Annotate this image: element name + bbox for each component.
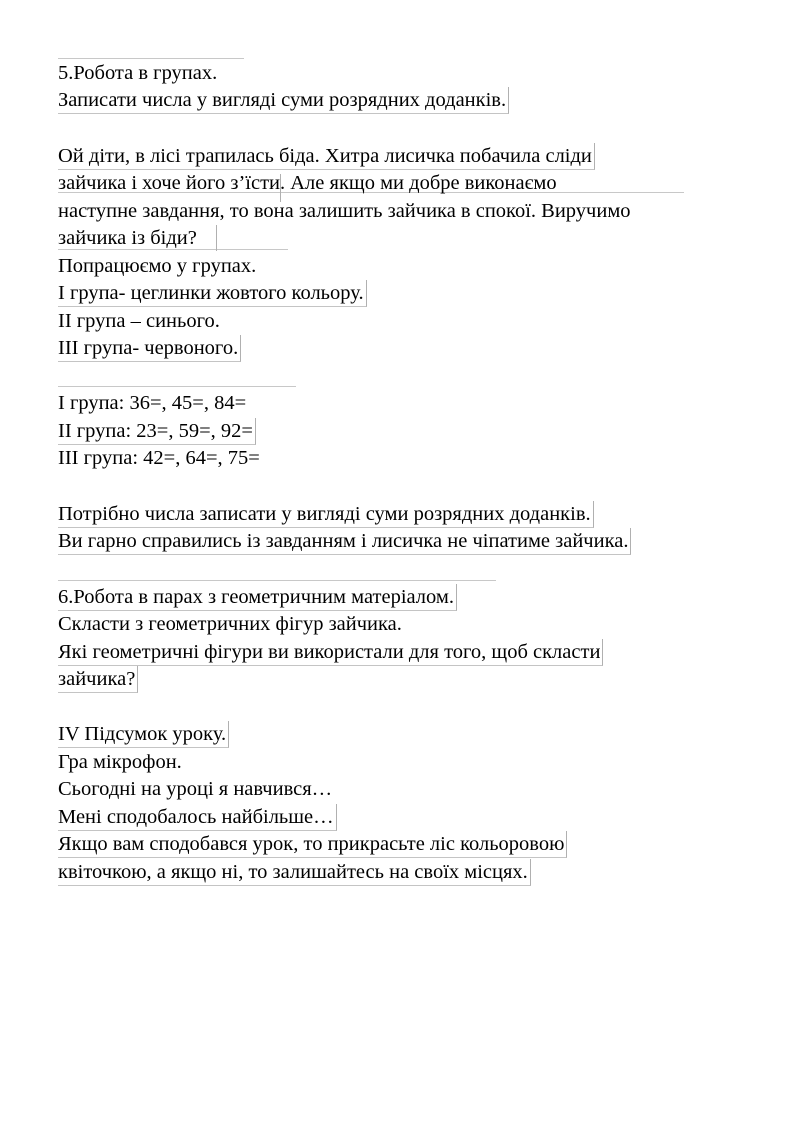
story-line: зайчика і хоче його з’їсти. Але якщо ми добре виконаємо xyxy=(58,172,557,194)
question-line: Які геометричні фігури ви використали для того, щоб скласти xyxy=(58,639,603,666)
task-line: Потрібно числа записати у вигляді суми розрядних доданків. xyxy=(58,501,594,528)
text-rule xyxy=(216,225,217,251)
question-line: зайчика? xyxy=(58,666,138,693)
story-line: наступне завдання, то вона залишить зайчика в спокої. Виручимо xyxy=(58,200,631,222)
praise-line: Ви гарно справились із завданням і лисичка не чіпатиме зайчика. xyxy=(58,528,631,555)
text-rule xyxy=(58,580,496,581)
closing-line: квіточкою, а якщо ні, то залишайтесь на своїх місцях. xyxy=(58,859,531,886)
group-line: І група- цеглинки жовтого кольору. xyxy=(58,280,367,307)
section-6-heading: 6.Робота в парах з геометричним матеріалом. xyxy=(58,584,457,611)
exercise-line: І група: 36=, 45=, 84= xyxy=(58,392,247,414)
instruction-line: Попрацюємо у групах. xyxy=(58,255,257,277)
text-rule xyxy=(58,58,244,59)
reflection-line: Сьогодні на уроці я навчився… xyxy=(58,778,333,800)
task-line: Скласти з геометричних фігур зайчика. xyxy=(58,613,402,635)
story-line: Ой діти, в лісі трапилась біда. Хитра лисичка побачила сліди xyxy=(58,143,595,170)
reflection-line: Мені сподобалось найбільше… xyxy=(58,804,337,831)
section-4-heading: ІV Підсумок уроку. xyxy=(58,721,229,748)
group-line: ІІ група – синього. xyxy=(58,310,220,332)
text-rule xyxy=(58,386,296,387)
task-line: Записати числа у вигляді суми розрядних доданків. xyxy=(58,87,509,114)
closing-line: Якщо вам сподобався урок, то прикрасьте ліс кольоровою xyxy=(58,831,567,858)
section-5-heading: 5.Робота в групах. xyxy=(58,62,218,84)
group-line: ІІІ група- червоного. xyxy=(58,335,241,362)
exercise-line: ІІІ група: 42=, 64=, 75= xyxy=(58,447,260,469)
exercise-line: ІІ група: 23=, 59=, 92= xyxy=(58,418,256,445)
activity-line: Гра мікрофон. xyxy=(58,751,182,773)
story-line: зайчика із біди? xyxy=(58,227,197,249)
